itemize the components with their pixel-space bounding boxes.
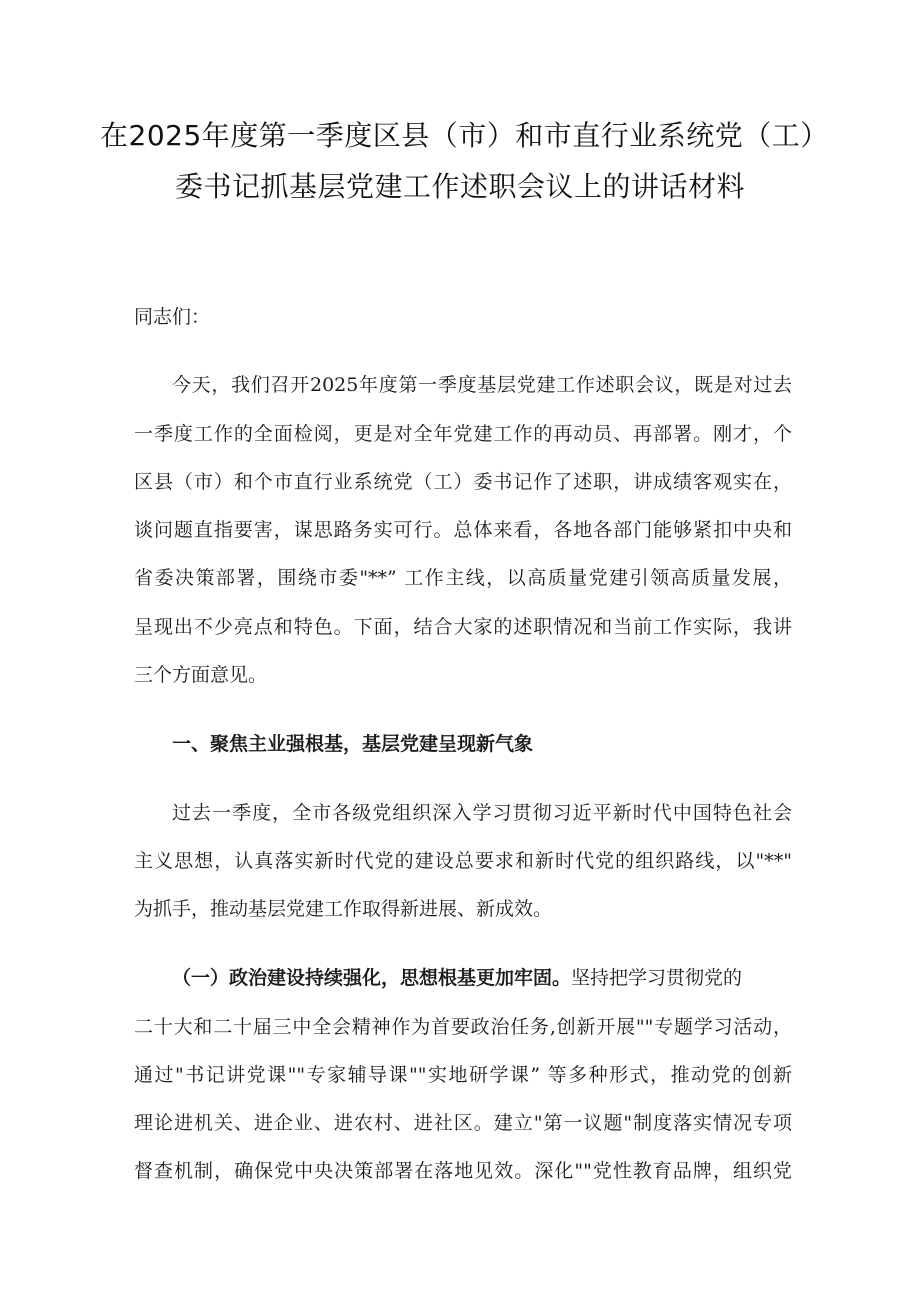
intro-line: 省委决策部署，围绕市委"**” 工作主线，以高质量党建引领高质量发展， [134,567,792,589]
intro-line: 三个方面意见。 [134,664,268,686]
subsection-line: 督查机制，确保党中央决策部署在落地见效。深化""党性教育品牌，组织党 [134,1160,792,1182]
intro-line: 谈问题直指要害，谋思路务实可行。总体来看，各地各部门能够紧扣中央和 [134,519,792,541]
intro-line: 一季度工作的全面检阅，更是对全年党建工作的再动员、再部署。刚才，个 [134,423,792,445]
intro-line: 今天，我们召开2025年度第一季度基层党建工作述职会议，既是对过去 [172,374,792,396]
salutation: 同志们： [134,306,211,328]
subsection-line: 二十大和二十届三中全会精神作为首要政治任务,创新开展""专题学习活动， [134,1016,792,1038]
section-heading: 一、聚焦主业强根基，基层党建呈现新气象 [172,733,534,755]
subsection-text: 坚持把学习贯彻党的 [571,967,743,989]
intro-line: 区县（市）和个市直行业系统党（工）委书记作了述职，讲成绩客观实在， [134,471,792,493]
intro-line: 呈现出不少亮点和特色。下面，结合大家的述职情况和当前工作实际，我讲 [134,616,792,638]
document-title-line-2: 委书记抓基层党建工作述职会议上的讲话材料 [174,170,745,203]
section-paragraph-line: 主义思想，认真落实新时代党的建设总要求和新时代党的组织路线，以"**" [134,850,792,872]
section-paragraph-line: 为抓手，推动基层党建工作取得新进展、新成效。 [134,898,553,920]
subsection-line: 理论进机关、进企业、进农村、进社区。建立"第一议题"制度落实情况专项 [134,1112,792,1134]
subsection-heading: （一）政治建设持续强化，思想根基更加牢固。 [172,967,572,989]
section-paragraph-line: 过去一季度，全市各级党组织深入学习贯彻习近平新时代中国特色社会 [172,802,792,824]
subsection-first-line [172,963,792,993]
subsection-line: 通过"书记讲党课""专家辅导课""实地研学课” 等多种形式，推动党的创新 [134,1064,792,1086]
document-title-line-1: 在2025年度第一季度区县（市）和市直行业系统党（工） [100,119,829,152]
